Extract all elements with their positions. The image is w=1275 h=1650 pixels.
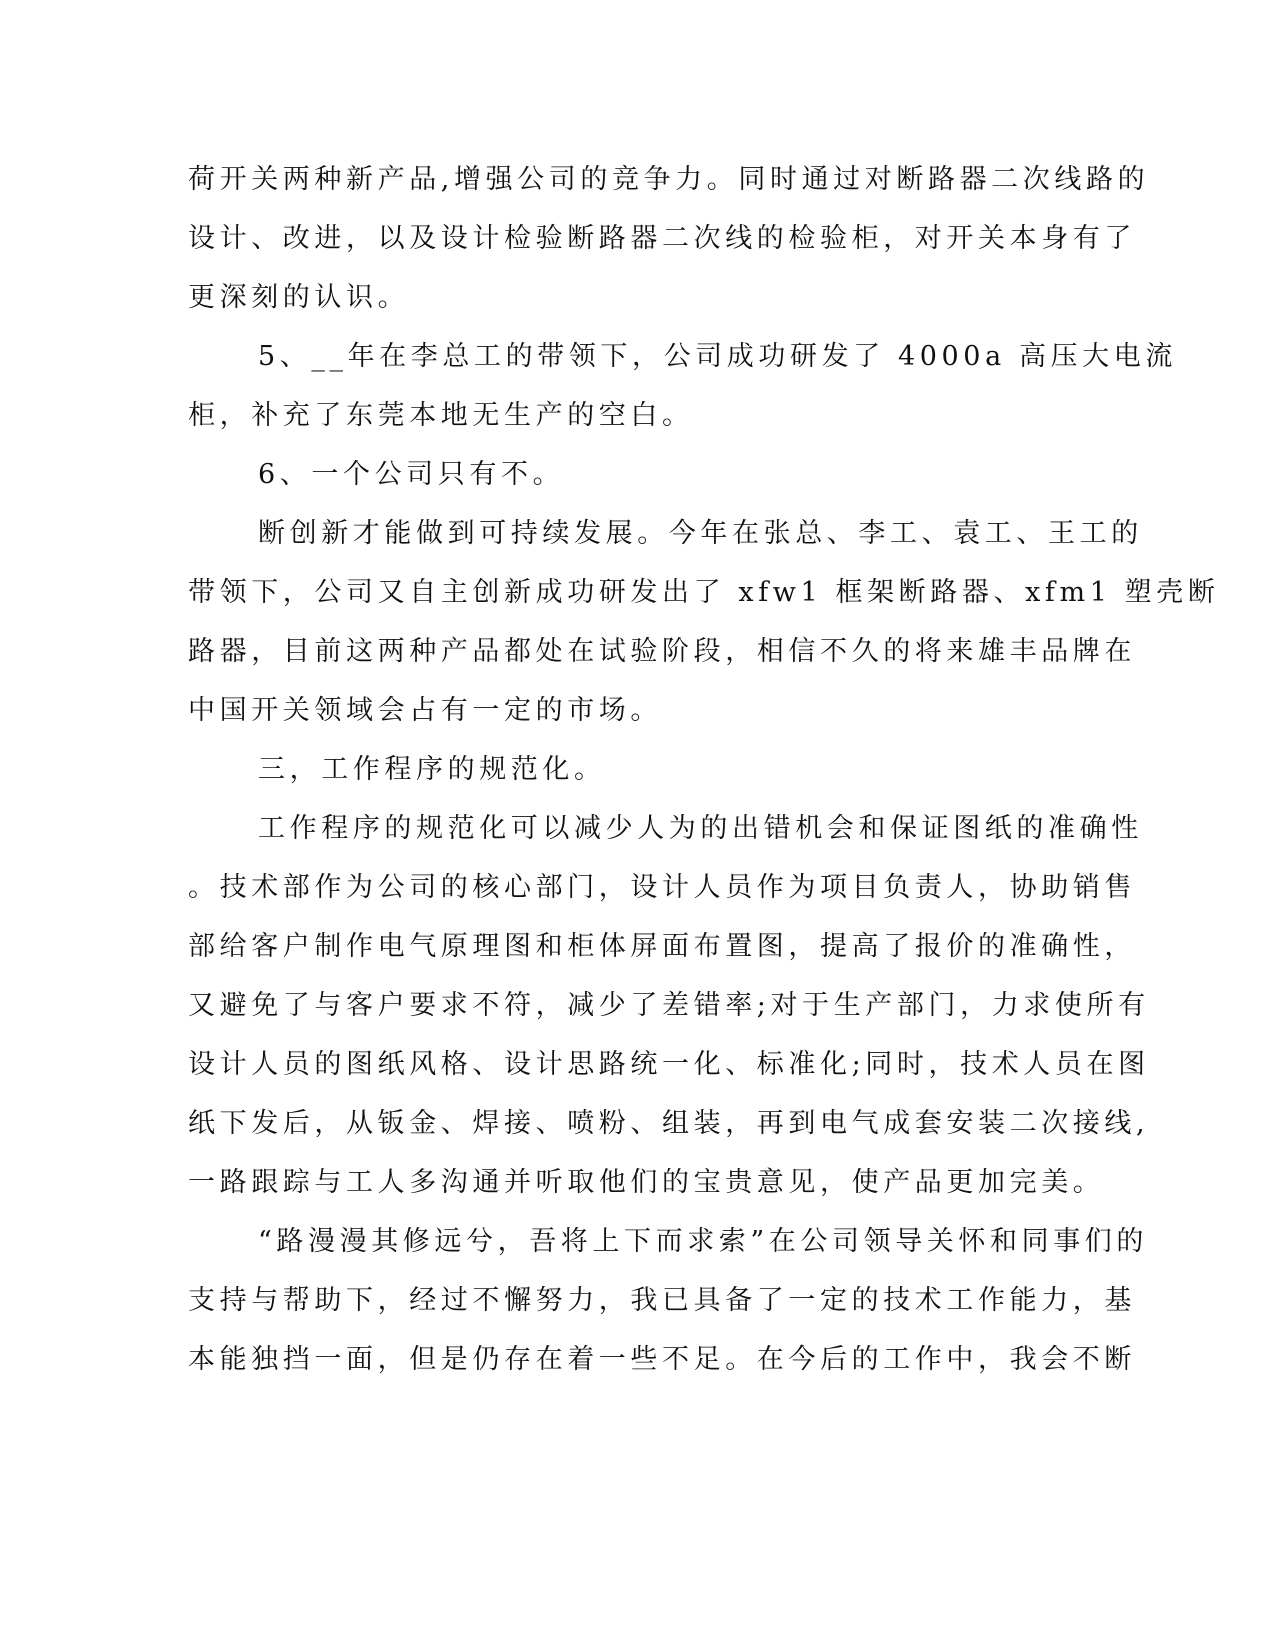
text-line: 本能独挡一面，但是仍存在着一些不足。在今后的工作中，我会不断: [188, 1344, 1136, 1375]
text-line: 设计、改进，以及设计检验断路器二次线的检验柜，对开关本身有了: [188, 223, 1136, 254]
text-line: 5、__年在李总工的带领下，公司成功研发了 4000a 高压大电流: [258, 341, 1177, 372]
text-line: 。技术部作为公司的核心部门，设计人员作为项目负责人，协助销售: [188, 872, 1136, 903]
section-heading: 三，工作程序的规范化。: [258, 754, 606, 785]
text-line: 部给客户制作电气原理图和柜体屏面布置图，提高了报价的准确性，: [188, 931, 1136, 962]
text-line: 带领下，公司又自主创新成功研发出了 xfw1 框架断路器、xfm1 塑壳断: [188, 577, 1220, 608]
text-line: 断创新才能做到可持续发展。今年在张总、李工、袁工、王工的: [258, 518, 1143, 549]
text-line: “路漫漫其修远兮，吾将上下而求索”在公司领导关怀和同事们的: [258, 1226, 1149, 1257]
text-line: 支持与帮助下，经过不懈努力，我已具备了一定的技术工作能力，基: [188, 1285, 1136, 1316]
text-line: 一路跟踪与工人多沟通并听取他们的宝贵意见，使产品更加完美。: [188, 1167, 1105, 1198]
text-line: 6、一个公司只有不。: [258, 459, 565, 490]
text-line: 中国开关领域会占有一定的市场。: [188, 695, 662, 726]
text-line: 更深刻的认识。: [188, 282, 410, 313]
text-line: 工作程序的规范化可以减少人为的出错机会和保证图纸的准确性: [258, 813, 1143, 844]
text-line: 又避免了与客户要求不符，减少了差错率;对于生产部门，力求使所有: [188, 990, 1150, 1021]
text-line: 路器，目前这两种产品都处在试验阶段，相信不久的将来雄丰品牌在: [188, 636, 1136, 667]
text-line: 荷开关两种新产品,增强公司的竞争力。同时通过对断路器二次线路的: [188, 164, 1150, 195]
text-line: 柜，补充了东莞本地无生产的空白。: [188, 400, 694, 431]
text-line: 设计人员的图纸风格、设计思路统一化、标准化;同时，技术人员在图: [188, 1049, 1150, 1080]
text-line: 纸下发后，从钣金、焊接、喷粉、组装，再到电气成套安装二次接线,: [188, 1108, 1150, 1139]
